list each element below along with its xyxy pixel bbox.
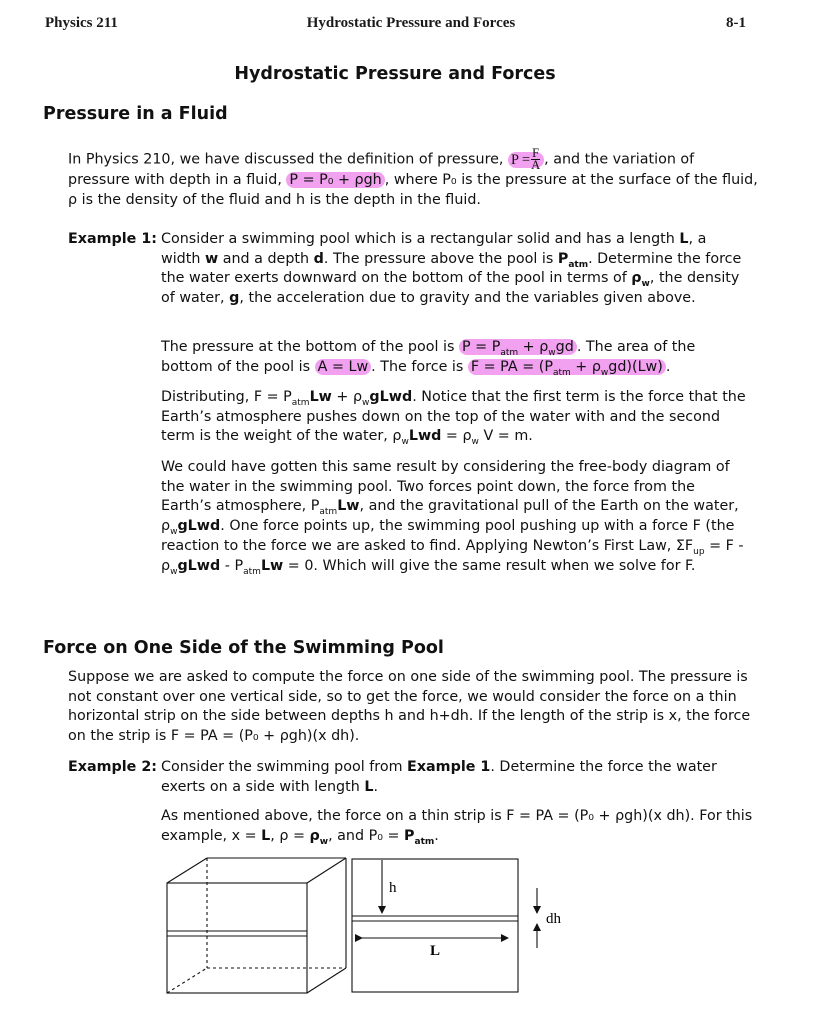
section-heading-pressure: Pressure in a Fluid (43, 104, 228, 124)
box-hidden-diagonal-edge (167, 968, 207, 993)
header-page-number: 8-1 (726, 15, 746, 31)
example1-free-body: We could have gotten this same result by considering the free-body diagram of the water in the swimming pool. Two forces point down, the force from the Earth’s atmosphere, $P_{atm}Lw$, and the gravitational pull of the Earth on the water, $\rho_wgLwd$. One force points up, the swimming pool pushing up with a force F (the reaction to the force we are asked to find. Applying Newton’s First Law, $\Sigma F_{up} = F$ - $\rho_wgLwd - P_{atm}Lw = 0$. Which will give the same result when we solve for F. (161, 459, 744, 577)
header-topic: Hydrostatic Pressure and Forces (306, 15, 516, 31)
label-L: L (430, 943, 441, 959)
pressure-definition-formula: P = $\frac{F}{A}$ (508, 152, 544, 168)
box-front-face (167, 883, 307, 993)
side-face-rect (352, 859, 518, 992)
page-title: Hydrostatic Pressure and Forces (234, 64, 556, 84)
example1-solution-pressure: The pressure at the bottom of the pool is $P = P_{atm} + \rho_wgd$ . The area of the bottom of the pool is A = Lw . The force is F = PA = $(P_{atm} + \rho_wgd)(Lw)$ . (161, 339, 696, 378)
example1-label: Example 1: (68, 231, 158, 247)
example1-distributing: Distributing, $F = P_{atm}Lw$ + $\rho_wgLwd$. Notice that the first term is the force that the Earth’s atmosphere pushes down on the top of the water with and the second term is the weight of the water, $\rho_wLwd = \rho_w$ V = m. (161, 389, 746, 448)
pool-side-figure (350, 856, 575, 996)
example2-setup: As mentioned above, the force on a thin strip is F = PA = (P₀ + ρgh)(x dh). For this example, x = L, $\rho = \rho_w$, and $P_0 = P_{atm}$. (161, 808, 753, 847)
section-heading-side-force: Force on One Side of the Swimming Pool (43, 638, 444, 658)
pressure-depth-formula: P = P₀ + ρgh (286, 172, 384, 188)
example1-problem: Consider a swimming pool which is a rectangular solid and has a length L, a width w and a depth d. The pressure above the pool is $P_{atm}$. Determine the force the water exerts downward on the bottom of the pool in terms of $\rho_w$, the density of water, g, the acceleration due to gravity and the variables given above. (161, 231, 742, 307)
intro-paragraph: In Physics 210, we have discussed the definition of pressure, P = $\frac{F}{A}$ , and the variation of pressure with depth in a fluid, P = P₀ + ρgh , where P₀ is the pressure at the surface of the fluid, ρ is the density of the fluid and h is the depth in the fluid. (68, 146, 758, 208)
bottom-area-formula: A = Lw (315, 359, 372, 375)
example2-label: Example 2: (68, 759, 158, 775)
header-course: Physics 211 (45, 15, 118, 31)
pool-box-figure (166, 856, 348, 996)
label-dh: dh (546, 911, 561, 927)
box-edge-top-right (307, 858, 346, 883)
box-edge-top-left (167, 858, 207, 883)
side-force-intro: Suppose we are asked to compute the force on one side of the swimming pool. The pressure is not constant over one vertical side, so to get the force, we would consider the force on a thin horizontal strip on the side between depths h and h+dh. If the length of the strip is x, the force on the strip is F = PA = (P₀ + ρgh)(x dh). (68, 669, 751, 745)
example2-problem: Consider the swimming pool from Example 1. Determine the force the water exerts on a side with length L. (161, 759, 717, 795)
bottom-force-formula: F = PA = $(P_{atm} + \rho_wgd)(Lw)$ (468, 359, 666, 375)
bottom-pressure-formula: $P = P_{atm} + \rho_wgd$ (459, 339, 577, 355)
box-edge-bottom-right (307, 968, 346, 993)
label-h: h (389, 880, 397, 896)
